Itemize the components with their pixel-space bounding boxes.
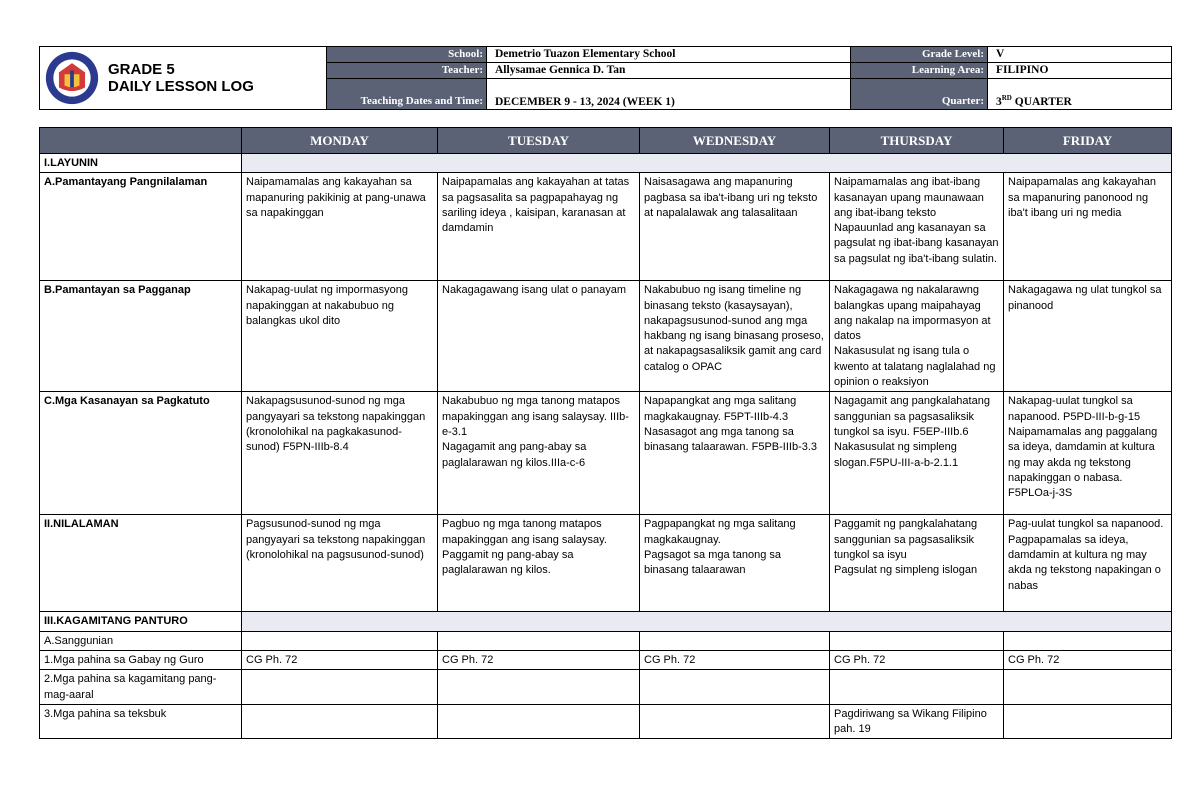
section-fill [242, 612, 1172, 631]
row-label: B.Pamantayan sa Pagganap [40, 281, 242, 392]
cell-monday: Naipamamalas ang kakayahan sa mapanuring pakikinig at pang-unawa sa napakinggan [242, 173, 438, 281]
cell-tuesday [438, 670, 640, 705]
table-row [40, 631, 1172, 650]
cell-monday [242, 670, 438, 705]
dates-label: Teaching Dates and Time: [327, 79, 487, 110]
day-header-thursday: THURSDAY [830, 128, 1004, 154]
cell-wednesday [640, 704, 830, 739]
cell-friday [1004, 704, 1172, 739]
cell-monday: Pagsusunod-sunod ng mga pangyayari sa tekstong napakinggan (kronolohikal na pagsusunod-sunod) [242, 515, 438, 612]
table-row [40, 281, 1172, 392]
row-label: I.LAYUNIN [40, 154, 242, 173]
row-label: 1.Mga pahina sa Gabay ng Guro [40, 650, 242, 669]
cell-monday [242, 704, 438, 739]
cell-wednesday: Napapangkat ang mga salitang magkakaugnay. F5PT-IIIb-4.3 Nasasagot ang mga tanong sa binasang talaarawan. F5PB-IIIb-3.3 [640, 392, 830, 515]
teacher-label: Teacher: [327, 63, 487, 79]
cell-tuesday [438, 704, 640, 739]
cell-wednesday: Nakabubuo ng isang timeline ng binasang teksto (kasaysayan), nakapagsusunod-sunod ang mga hakbang ng isang binasang proseso, at nakapagsasaliksik gamit ang card catalog o OPAC [640, 281, 830, 392]
learning-area-value: FILIPINO [988, 63, 1172, 79]
lesson-table [39, 127, 1172, 739]
cell-friday: Naipapamalas ang kakayahan sa mapanuring panonood ng iba't ibang uri ng media [1004, 173, 1172, 281]
day-header-tuesday: TUESDAY [438, 128, 640, 154]
cell-wednesday: Naisasagawa ang mapanuring pagbasa sa iba't-ibang uri ng teksto at napalalawak ang talasalitaan [640, 173, 830, 281]
table-row [40, 515, 1172, 612]
day-header-wednesday: WEDNESDAY [640, 128, 830, 154]
teacher-value: Allysamae Gennica D. Tan [487, 63, 851, 79]
school-label: School: [327, 47, 487, 63]
table-row [40, 392, 1172, 515]
cell-thursday: Pagdiriwang sa Wikang Filipino pah. 19 [830, 704, 1004, 739]
quarter-label: Quarter: [851, 79, 988, 110]
row-label: A.Pamantayang Pangnilalaman [40, 173, 242, 281]
dates-value: DECEMBER 9 - 13, 2024 (WEEK 1) [487, 79, 851, 110]
cell-tuesday: Nakagagawang isang ulat o panayam [438, 281, 640, 392]
cell-wednesday [640, 670, 830, 705]
row-label: C.Mga Kasanayan sa Pagkatuto [40, 392, 242, 515]
cell-friday [1004, 631, 1172, 650]
row-label: II.NILALAMAN [40, 515, 242, 612]
day-header-row [40, 128, 1172, 154]
cell-tuesday: Naipapamalas ang kakayahan at tatas sa pagsasalita sa pagpapahayag ng sariling ideya , kaisipan, karanasan at damdamin [438, 173, 640, 281]
table-row [40, 173, 1172, 281]
cell-friday: Nakapag-uulat tungkol sa napanood. P5PD-III-b-g-15 Naipamamalas ang paggalang sa ideya, damdamin at kultura ng may akda ng tekstong napakinggan o nabasa. F5PLOa-j-3S [1004, 392, 1172, 515]
cell-tuesday [438, 631, 640, 650]
cell-wednesday [640, 631, 830, 650]
cell-thursday: Nagagamit ang pangkalahatang sanggunian sa pagsasaliksik tungkol sa isyu. F5EP-IIIb.6 Nakasusulat ng simpleng slogan.F5PU-III-a-b-2.1.1 [830, 392, 1004, 515]
cell-wednesday: CG Ph. 72 [640, 650, 830, 669]
cell-monday: Nakapagsusunod-sunod ng mga pangyayari sa tekstong napakinggan (kronolohikal na pagkakasunod-sunod) F5PN-IIIb-8.4 [242, 392, 438, 515]
row-label: A.Sanggunian [40, 631, 242, 650]
cell-tuesday: Pagbuo ng mga tanong matapos mapakinggan ang isang salaysay. Paggamit ng pang-abay sa paglalarawan ng kilos. [438, 515, 640, 612]
cell-thursday: Naipamamalas ang ibat-ibang kasanayan upang maunawaan ang ibat-ibang teksto Napauunlad ang kasanayan sa pagsulat ng ibat-ibang kasanayan sa pagsulat ng iba't-ibang sulatin. [830, 173, 1004, 281]
cell-thursday [830, 670, 1004, 705]
cell-thursday: Paggamit ng pangkalahatang sanggunian sa pagsasaliksik tungkol sa isyu Pagsulat ng simpleng islogan [830, 515, 1004, 612]
day-header-monday: MONDAY [242, 128, 438, 154]
cell-monday: CG Ph. 72 [242, 650, 438, 669]
day-header-friday: FRIDAY [1004, 128, 1172, 154]
cell-friday: Nakagagawa ng ulat tungkol sa pinanood [1004, 281, 1172, 392]
row-label: 2.Mga pahina sa kagamitang pang-mag-aaral [40, 670, 242, 705]
cell-friday: CG Ph. 72 [1004, 650, 1172, 669]
table-row [40, 670, 1172, 705]
grade-title: GRADE 5 [108, 61, 175, 78]
cell-thursday: CG Ph. 72 [830, 650, 1004, 669]
learning-area-label: Learning Area: [851, 63, 988, 79]
cell-wednesday: Pagpapangkat ng mga salitang magkakaugnay. Pagsagot sa mga tanong sa binasang talaarawan [640, 515, 830, 612]
row-label: III.KAGAMITANG PANTURO [40, 612, 242, 631]
cell-friday: Pag-uulat tungkol sa napanood. Pagpapamalas sa ideya, damdamin at kultura ng may akda ng tekstong napakingan o nabas [1004, 515, 1172, 612]
logo-cell [40, 47, 327, 110]
table-row [40, 650, 1172, 669]
grade-value: V [988, 47, 1172, 63]
grade-label: Grade Level: [851, 47, 988, 63]
cell-thursday [830, 631, 1004, 650]
cell-thursday: Nakagagawa ng nakalarawng balangkas upang maipahayag ang nakalap na impormasyon at datos Nakasusulat ng isang tula o kwento at talatang naglalahad ng opinion o reaksiyon [830, 281, 1004, 392]
header-table [39, 46, 1172, 110]
table-row [40, 704, 1172, 739]
row-label: 3.Mga pahina sa teksbuk [40, 704, 242, 739]
header-corner [40, 128, 242, 154]
cell-tuesday: Nakabubuo ng mga tanong matapos mapakinggan ang isang salaysay. IIIb-e-3.1 Nagagamit ang pang-abay sa paglalarawan ng kilos.IIIa-c-6 [438, 392, 640, 515]
quarter-value: 3RD QUARTER [988, 79, 1172, 110]
cell-monday [242, 631, 438, 650]
cell-monday: Nakapag-uulat ng impormasyong napakinggan at nakabubuo ng balangkas ukol dito [242, 281, 438, 392]
table-row [40, 154, 1172, 173]
deped-seal-icon [44, 50, 100, 106]
section-fill [242, 154, 1172, 173]
table-row [40, 612, 1172, 631]
cell-friday [1004, 670, 1172, 705]
cell-tuesday: CG Ph. 72 [438, 650, 640, 669]
school-value: Demetrio Tuazon Elementary School [487, 47, 851, 63]
lesson-log-title: DAILY LESSON LOG [108, 78, 254, 95]
